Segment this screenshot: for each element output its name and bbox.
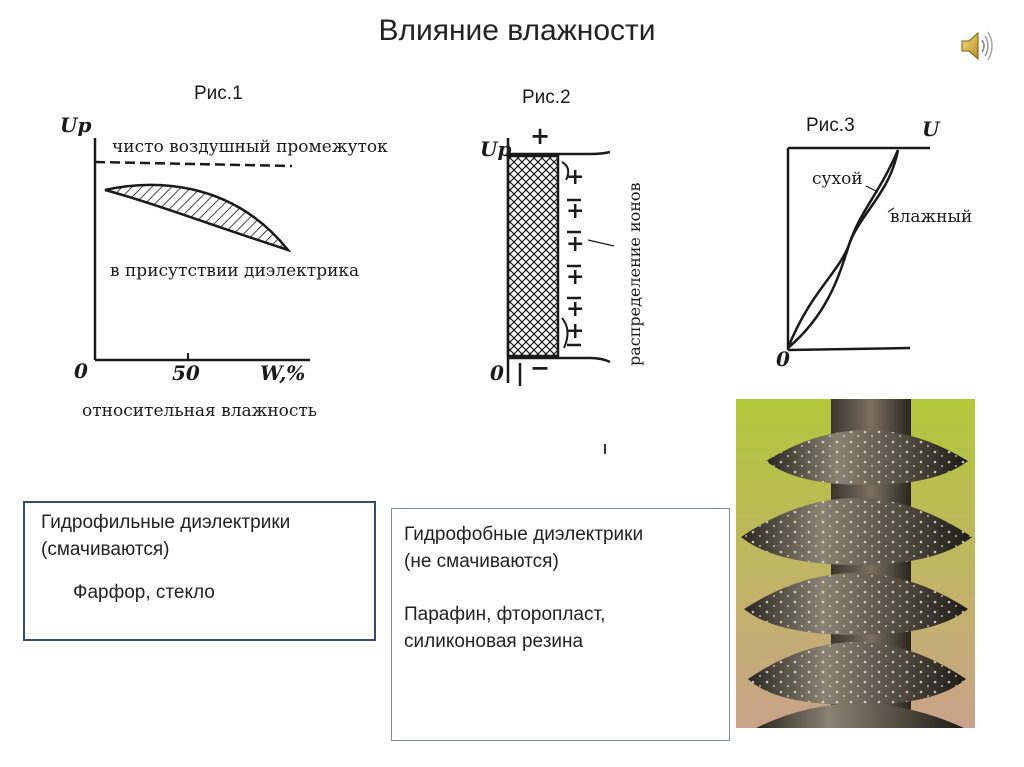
fig2-plus-top: + (530, 121, 551, 150)
fig1-origin: 0 (74, 359, 88, 383)
fig1-x-caption: относительная влажность (82, 401, 318, 421)
fig1-curve-label: в присутствии диэлектрика (110, 261, 360, 281)
fig1-lens-shape (105, 185, 288, 250)
fig2-charge: + (566, 264, 585, 290)
fig3-origin: 0 (776, 347, 790, 371)
hydrophilic-subtitle: (смачиваются) (41, 539, 170, 560)
fig2-label: Рис.2 (522, 87, 571, 108)
fig1-x-label: W,% (260, 361, 306, 385)
fig2-charge: + (566, 198, 585, 224)
speaker-icon[interactable] (958, 28, 998, 64)
hydrophobic-box (391, 508, 730, 741)
hydrophobic-examples: Парафин, фторопласт, (404, 604, 606, 625)
fig3-label: Рис.3 (806, 115, 855, 136)
fig2-charge: + (566, 296, 585, 322)
fig2-charge: + (566, 318, 585, 344)
hydrophobic-title: Гидрофобные диэлектрики (404, 524, 644, 545)
fig2-charge: + (566, 164, 585, 190)
fig1-x-tick: 50 (172, 361, 200, 385)
fig2-dielectric (508, 156, 558, 356)
stray-mark (604, 444, 606, 454)
insulator-photo (736, 399, 975, 728)
fig2-charge: + (566, 231, 585, 257)
fig2-ion-label: распределение ионов (625, 182, 644, 366)
fig1-y-label: Uр (60, 113, 92, 137)
fig2-y-label: Uр (480, 137, 512, 161)
hydrophobic-examples: силиконовая резина (404, 631, 584, 652)
fig3-diagram (770, 112, 1000, 372)
fig3-dry-label: сухой (812, 169, 863, 189)
fig2-origin: 0 (490, 361, 504, 385)
fig1-label: Рис.1 (194, 83, 243, 104)
fig3-wet-label: влажный (890, 207, 973, 227)
fig2-minus-bottom: − (530, 353, 551, 382)
hydrophilic-title: Гидрофильные диэлектрики (41, 512, 291, 533)
hydrophilic-examples: Фарфор, стекло (73, 582, 215, 603)
hydrophobic-subtitle: (не смачиваются) (404, 551, 559, 572)
fig1-dashed-line (95, 162, 292, 166)
fig3-y-label: U (922, 117, 940, 141)
fig1-dashed-label: чисто воздушный промежуток (112, 137, 388, 157)
fig1-diagram (60, 110, 420, 430)
slide-title: Влияние влажности (378, 14, 656, 47)
fig2-diagram (470, 118, 670, 418)
hydrophilic-box (23, 501, 376, 641)
